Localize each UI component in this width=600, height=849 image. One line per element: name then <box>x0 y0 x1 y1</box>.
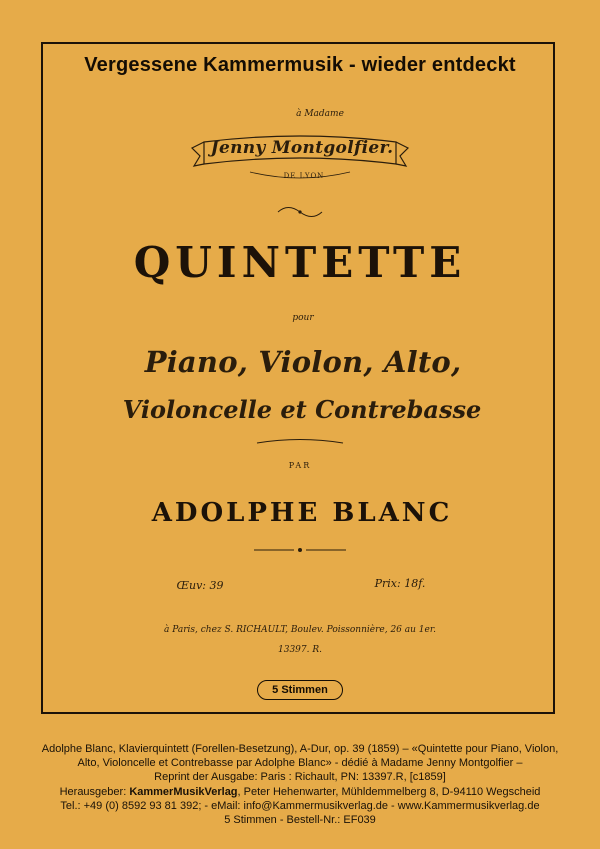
plate-number: 13397. R. <box>278 645 322 655</box>
publisher-name: KammerMusikVerlag <box>129 786 238 798</box>
order-line: 5 Stimmen - Bestell-Nr.: EF039 <box>224 814 376 826</box>
description-block <box>0 742 600 784</box>
parts-count-badge: 5 Stimmen <box>257 680 343 700</box>
instrumentation-line-2: Violoncelle et Contrebasse <box>122 395 482 424</box>
divider-ornament-2 <box>250 545 350 555</box>
series-title: Vergessene Kammermusik - wieder entdeckt <box>84 54 516 76</box>
pour-text: pour <box>292 313 314 323</box>
publisher-line <box>0 785 600 799</box>
par-text: PAR <box>288 461 312 470</box>
description-line: Reprint der Ausgabe: Paris : Richault, PN: 13397.R, [c1859] <box>154 771 446 783</box>
dedication-prefix: à Madame <box>296 109 344 119</box>
publisher-address: , Peter Hehenwarter, Mühldemmelberg 8, D-94110 Wegscheid <box>237 786 541 798</box>
description-line: Alto, Violoncelle et Contrebasse par Adolphe Blanc» - dédié à Madame Jenny Montgolfier – <box>77 757 523 769</box>
description-line: Adolphe Blanc, Klavierquintett (Forellen-Besetzung), A-Dur, op. 39 (1859) – «Quintette pour Piano, Violon, <box>41 743 559 755</box>
flourish-ornament <box>276 203 324 221</box>
publisher-prefix: Herausgeber: <box>59 786 130 798</box>
dedicatee-city: DE LYON <box>283 172 325 180</box>
dedicatee-name: Jenny Montgolfier. <box>210 138 394 158</box>
price: Prix: 18f. <box>374 577 426 590</box>
contact-line: Tel.: +49 (0) 8592 93 81 392; - eMail: info@Kammermusikverlag.de - www.Kammermusikverlag.de <box>60 800 540 812</box>
opus-number: Œuv: 39 <box>176 579 224 592</box>
credits-block <box>0 785 600 827</box>
work-title: QUINTETTE <box>133 238 467 287</box>
publisher-imprint: à Paris, chez S. RICHAULT, Boulev. Poissonnière, 26 au 1er. <box>163 625 437 635</box>
instrumentation-line-1: Piano, Violon, Alto, <box>144 345 462 379</box>
divider-ornament <box>255 438 345 448</box>
composer-name: ADOLPHE BLANC <box>151 498 453 528</box>
